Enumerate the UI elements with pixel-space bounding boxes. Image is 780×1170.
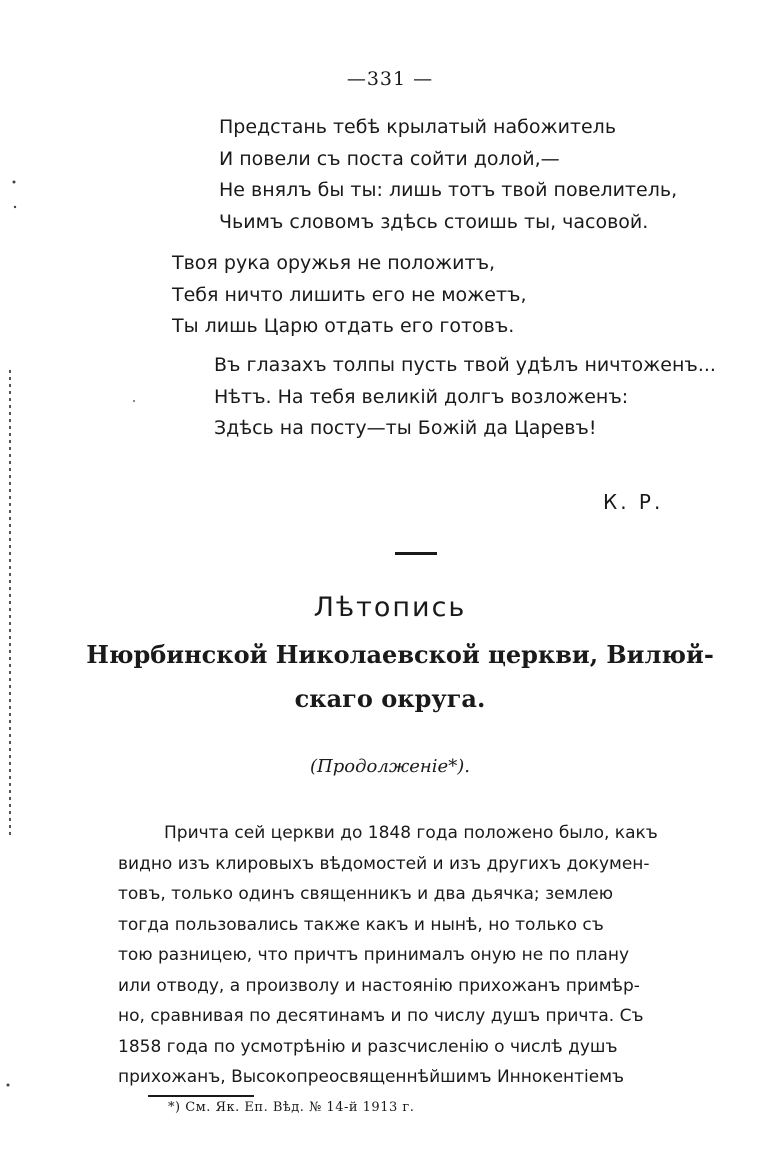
- poem-line: Тебя ничто лишить его не можетъ,: [172, 283, 527, 306]
- paragraph-line: но, сравнивая по десятинамъ и по числу душъ причта. Съ: [118, 1006, 644, 1026]
- paragraph-line: 1858 года по усмотрѣнію и разсчисленію о числѣ душъ: [118, 1036, 618, 1057]
- paragraph-line: или отводу, а произволу и настоянію прихожанъ примѣр-: [118, 975, 640, 996]
- poem-line: Не внялъ бы ты: лишь тотъ твой повелитель,: [219, 179, 678, 201]
- paragraph-line: Причта сей церкви до 1848 года положено было, какъ: [164, 823, 658, 843]
- scan-speck: [13, 181, 16, 184]
- scan-speck: [133, 400, 135, 402]
- poem-line: Предстань тебѣ крылатый набожитель: [219, 116, 617, 138]
- paragraph-line: тогда пользовались также какъ и нынѣ, но только съ: [118, 914, 604, 935]
- poem-line: Чьимъ словомъ здѣсь стоишь ты, часовой.: [219, 210, 649, 233]
- poem-line: Твоя рука оружья не положитъ,: [172, 252, 496, 274]
- scan-speck: [7, 1084, 10, 1087]
- paragraph-line: тою разницею, что причтъ принималъ оную не по плану: [118, 945, 630, 965]
- scan-speck: [14, 206, 16, 208]
- article-title: Лѣтопись: [313, 592, 467, 623]
- article-subtitle-line-2: скаго округа.: [294, 684, 486, 713]
- poem-line: Нѣтъ. На тебя великій долгъ возложенъ:: [214, 385, 629, 408]
- continuation-note: (Продолженіе*).: [310, 756, 470, 777]
- footnote: *) См. Як. Еп. Вѣд. № 14-й 1913 г.: [168, 1100, 415, 1115]
- poem-line: Здѣсь на посту—ты Божій да Царевъ!: [214, 417, 597, 439]
- paragraph-line: товъ, только одинъ священникъ и два дьячка; землею: [118, 884, 614, 904]
- poem-line: И повели съ поста сойти долой,—: [219, 147, 560, 170]
- page-number: —331 —: [346, 68, 434, 90]
- poem-line: Въ глазахъ толпы пусть твой удѣлъ ничтоженъ...: [214, 354, 716, 376]
- poem-line: Ты лишь Царю отдать его готовъ.: [172, 315, 515, 337]
- paragraph-line: прихожанъ, Высокопреосвященнѣйшимъ Иннокентіемъ: [118, 1067, 625, 1087]
- article-subtitle-line-1: Нюрбинской Николаевской церкви, Вилюй-: [86, 640, 714, 669]
- paragraph-line: видно изъ клировыхъ вѣдомостей и изъ другихъ докумен-: [118, 853, 650, 874]
- poem-signature: К. Р.: [603, 490, 664, 514]
